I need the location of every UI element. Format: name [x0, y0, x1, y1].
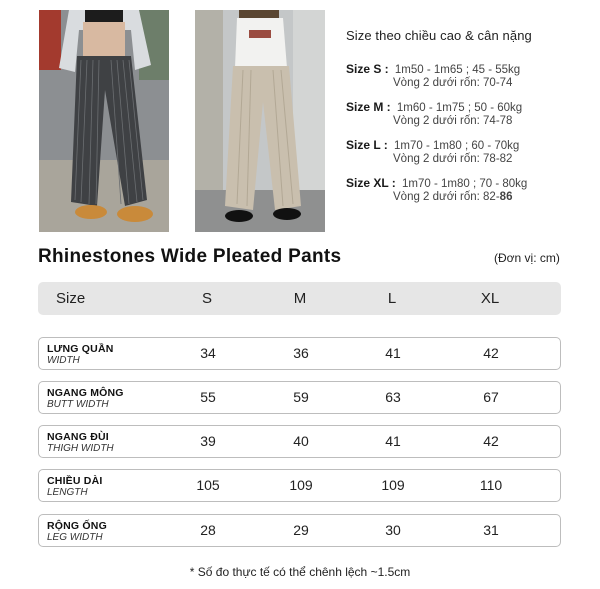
- waist-measure: Vòng 2 dưới rốn: 70-74: [393, 77, 513, 89]
- waist-measure: Vòng 2 dưới rốn: 74-78: [393, 115, 513, 127]
- size-range: 1m60 - 1m75 ; 50 - 60kg: [396, 102, 523, 114]
- unit-label: (Đơn vị: cm): [494, 251, 560, 265]
- table-row-width: [38, 337, 561, 370]
- header-cell-xl: XL: [480, 290, 500, 307]
- size-guide-heading: Size theo chiều cao & cân nặng: [346, 28, 532, 43]
- size-entry-m: [346, 101, 586, 128]
- table-cell: 29: [293, 521, 309, 538]
- table-cell: 63: [385, 388, 401, 405]
- table-cell: 30: [385, 521, 401, 538]
- table-cell: 31: [483, 521, 499, 538]
- size-table-header: [38, 282, 561, 315]
- table-cell: 55: [200, 388, 216, 405]
- row-label-vn: LƯNG QUẦN: [47, 343, 114, 355]
- row-label-vn: RỘNG ỐNG: [47, 520, 107, 532]
- table-cell: 34: [200, 344, 216, 361]
- product-photo-beige-pants: [195, 10, 325, 232]
- table-cell: 67: [483, 388, 499, 405]
- waist-measure: Vòng 2 dưới rốn: 78-82: [393, 153, 513, 165]
- size-range: 1m50 - 1m65 ; 45 - 55kg: [394, 64, 521, 76]
- size-label: Size S :: [346, 62, 389, 76]
- table-cell: 39: [200, 432, 216, 449]
- header-cell-size: Size: [56, 290, 86, 307]
- size-range: 1m70 - 1m80 ; 70 - 80kg: [402, 178, 528, 190]
- row-label-vn: CHIỀU DÀI: [47, 475, 103, 487]
- table-cell: 28: [200, 521, 216, 538]
- product-title: Rhinestones Wide Pleated Pants: [38, 246, 342, 267]
- table-cell: 41: [385, 344, 401, 361]
- size-label: Size M :: [346, 100, 391, 114]
- table-cell: 110: [479, 476, 503, 493]
- size-label: Size L :: [346, 138, 388, 152]
- measurement-note: * Số đo thực tế có thể chênh lệch ~1.5cm: [189, 565, 411, 579]
- size-guide-panel: [346, 28, 586, 215]
- table-cell: 40: [293, 432, 309, 449]
- product-photo-striped-pants: [39, 10, 169, 232]
- table-cell: 59: [293, 388, 309, 405]
- size-range: 1m70 - 1m80 ; 60 - 70kg: [394, 140, 520, 152]
- row-label-vn: NGANG ĐÙI: [47, 431, 109, 443]
- table-cell: 36: [293, 344, 309, 361]
- table-row-thigh-width: [38, 425, 561, 458]
- row-label-en: WIDTH: [47, 355, 80, 366]
- table-cell: 41: [385, 432, 401, 449]
- table-cell: 105: [196, 476, 220, 493]
- waist-measure-bold: 86: [499, 191, 513, 203]
- table-cell: 42: [483, 432, 499, 449]
- row-label-en: LEG WIDTH: [47, 532, 103, 543]
- header-cell-s: S: [201, 290, 212, 307]
- size-entry-xl: [346, 177, 586, 204]
- table-row-butt-width: [38, 381, 561, 414]
- table-cell: 109: [381, 476, 405, 493]
- table-row-length: [38, 469, 561, 502]
- row-label-en: THIGH WIDTH: [47, 443, 114, 454]
- table-cell: 109: [289, 476, 313, 493]
- size-entry-s: [346, 63, 586, 90]
- header-cell-m: M: [293, 290, 307, 307]
- table-cell: 42: [483, 344, 499, 361]
- table-row-leg-width: [38, 514, 561, 547]
- size-entry-l: [346, 139, 586, 166]
- size-label: Size XL :: [346, 176, 396, 190]
- row-label-en: LENGTH: [47, 487, 88, 498]
- waist-measure: Vòng 2 dưới rốn: 82-: [393, 191, 500, 203]
- row-label-en: BUTT WIDTH: [47, 399, 109, 410]
- header-cell-l: L: [387, 290, 397, 307]
- row-label-vn: NGANG MÔNG: [47, 387, 124, 399]
